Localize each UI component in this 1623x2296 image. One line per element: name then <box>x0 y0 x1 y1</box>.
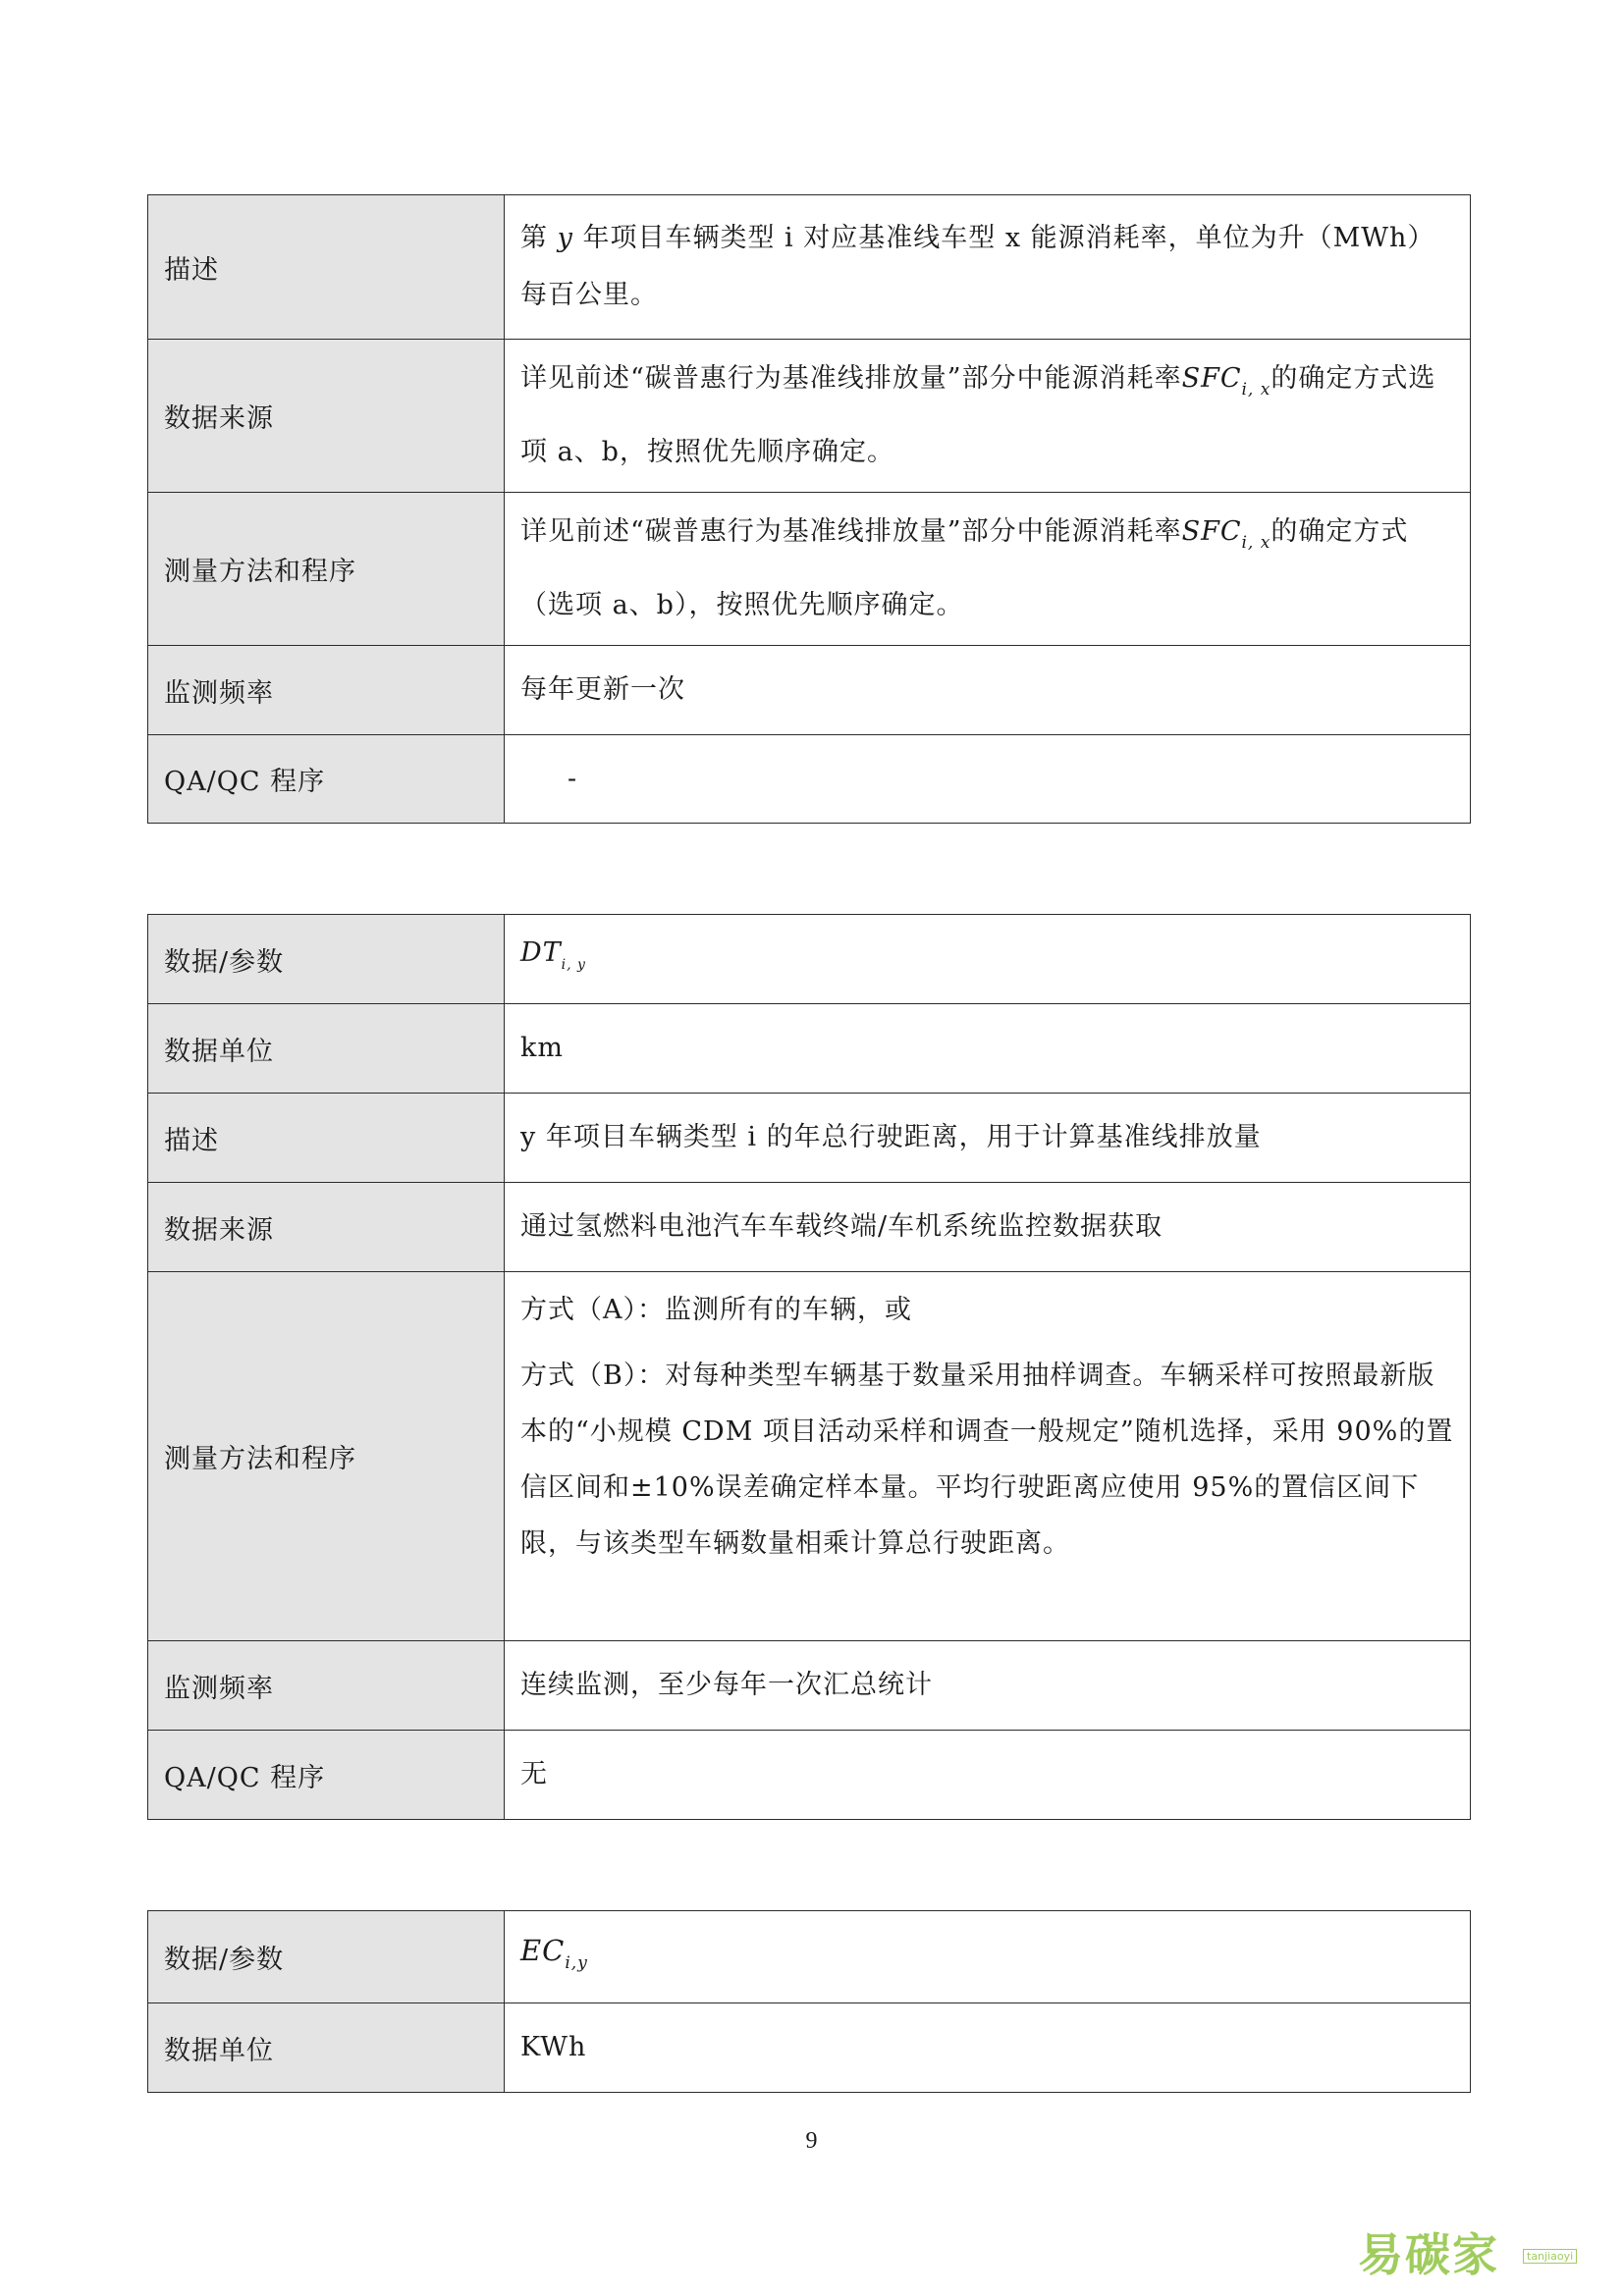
row-value: 每年更新一次 <box>505 646 1471 735</box>
row-value: y 年项目车辆类型 i 的年总行驶距离，用于计算基准线排放量 <box>505 1094 1471 1183</box>
row-label: 数据/参数 <box>148 1911 505 2003</box>
parameter-table-2 <box>147 914 1471 1820</box>
table-row <box>148 1272 1471 1641</box>
table-row <box>148 2003 1471 2093</box>
row-value: 连续监测，至少每年一次汇总统计 <box>505 1641 1471 1731</box>
parameter-symbol: $EC_{i,y}$ <box>505 1911 1471 2003</box>
table-row <box>148 1911 1471 2003</box>
table-row <box>148 915 1471 1004</box>
row-label: 数据单位 <box>148 2003 505 2093</box>
parameter-symbol: $DT_{i, y}$ <box>505 915 1471 1004</box>
row-label: 数据来源 <box>148 340 505 493</box>
row-label: 数据来源 <box>148 1183 505 1272</box>
row-label: 监测频率 <box>148 646 505 735</box>
watermark-sub: tanjiaoyi <box>1523 2249 1577 2264</box>
table-row <box>148 1094 1471 1183</box>
row-value: 详见前述“碳普惠行为基准线排放量”部分中能源消耗率$SFC_{i, x}$的确定方式（选项 a、b），按照优先顺序确定。 <box>505 493 1471 646</box>
row-label: QA/QC 程序 <box>148 735 505 824</box>
row-label: 测量方法和程序 <box>148 1272 505 1641</box>
table-row <box>148 646 1471 735</box>
watermark-logo <box>1358 2219 1594 2281</box>
table-row <box>148 1004 1471 1094</box>
table-row <box>148 493 1471 646</box>
parameter-table-1 <box>147 194 1471 824</box>
table-row <box>148 195 1471 340</box>
row-label: 描述 <box>148 1094 505 1183</box>
method-a: 方式（A）：监测所有的车辆，或 <box>520 1295 912 1325</box>
row-value: 详见前述“碳普惠行为基准线排放量”部分中能源消耗率$SFC_{i, x}$的确定方式选项 a、b，按照优先顺序确定。 <box>505 340 1471 493</box>
parameter-table-3 <box>147 1910 1471 2093</box>
row-value: 无 <box>505 1731 1471 1820</box>
watermark-text: 易碳家 <box>1358 2228 1499 2281</box>
method-b: 方式（B）：对每种类型车辆基于数量采用抽样调查。车辆采样可按照最新版本的“小规模 CDM 项目活动采样和调查一般规定”随机选择，采用 90%的置信区间和±10%误差确定样本量。平均行驶距离应使用 95%的置信区间下限，与该类型车辆数量相乘计算总行驶距离。 <box>520 1361 1454 1559</box>
table-row <box>148 1731 1471 1820</box>
row-label: 数据/参数 <box>148 915 505 1004</box>
row-value: km <box>505 1004 1471 1094</box>
row-label: 数据单位 <box>148 1004 505 1094</box>
row-value: KWh <box>505 2003 1471 2093</box>
row-value: 通过氢燃料电池汽车车载终端/车机系统监控数据获取 <box>505 1183 1471 1272</box>
table-row <box>148 340 1471 493</box>
page-number: 9 <box>805 2128 818 2154</box>
row-value: 第 y 年项目车辆类型 i 对应基准线车型 x 能源消耗率，单位为升（MWh）每百公里。 <box>505 195 1471 340</box>
table-row <box>148 1641 1471 1731</box>
row-label: 测量方法和程序 <box>148 493 505 646</box>
row-label: QA/QC 程序 <box>148 1731 505 1820</box>
table-row <box>148 1183 1471 1272</box>
row-value: - <box>505 735 1471 824</box>
row-label: 监测频率 <box>148 1641 505 1731</box>
table-row <box>148 735 1471 824</box>
row-value <box>505 1272 1471 1641</box>
row-label: 描述 <box>148 195 505 340</box>
